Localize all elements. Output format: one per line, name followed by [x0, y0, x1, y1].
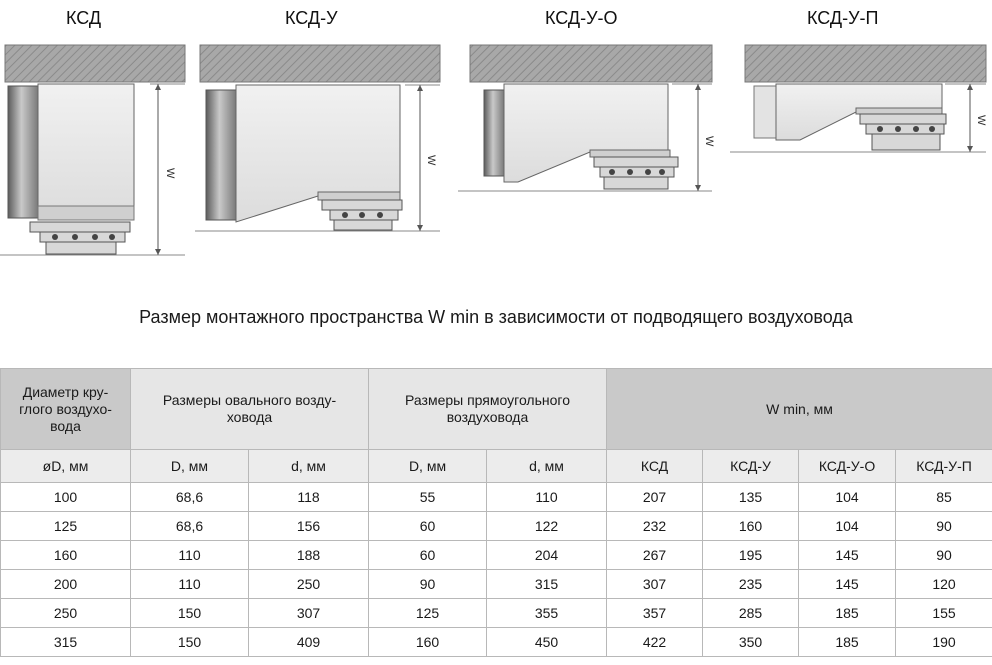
column-header: КСД-У-П [896, 450, 992, 483]
table-cell: 307 [249, 599, 369, 628]
table-cell: 125 [369, 599, 487, 628]
dimension-w-ksd: W [164, 168, 176, 179]
table-cell: 155 [896, 599, 992, 628]
table-cell: 90 [896, 512, 992, 541]
dimension-w-ksd-u-o: W [703, 136, 715, 147]
table-cell: 232 [607, 512, 703, 541]
diagram-ksd [0, 45, 185, 255]
table-cell: 60 [369, 541, 487, 570]
table-cell: 150 [131, 628, 249, 657]
table-cell: 315 [1, 628, 131, 657]
table-cell: 188 [249, 541, 369, 570]
table-title: Размер монтажного пространства W min в зависимости от подводящего воздуховода [139, 307, 853, 327]
table-cell: 68,6 [131, 483, 249, 512]
diagram-label-ksd-u: КСД-У [285, 8, 338, 28]
table-cell: 120 [896, 570, 992, 599]
column-header: КСД-У-О [799, 450, 896, 483]
table-cell: 315 [487, 570, 607, 599]
table-cell: 118 [249, 483, 369, 512]
table-cell: 125 [1, 512, 131, 541]
table-cell: 250 [1, 599, 131, 628]
table-cell: 135 [703, 483, 799, 512]
table-cell: 409 [249, 628, 369, 657]
column-header: d, мм [487, 450, 607, 483]
table-row [1, 512, 992, 541]
column-header: КСД-У [703, 450, 799, 483]
diagram-label-ksd-u-p: КСД-У-П [807, 8, 879, 28]
table-cell: 104 [799, 483, 896, 512]
table-cell: 267 [607, 541, 703, 570]
table-cell: 357 [607, 599, 703, 628]
dimension-w-ksd-u: W [425, 155, 437, 166]
table-cell: 100 [1, 483, 131, 512]
table-cell: 55 [369, 483, 487, 512]
table-row [1, 628, 992, 657]
table-cell: 350 [703, 628, 799, 657]
diagram-label-ksd: КСД [66, 8, 102, 28]
table-cell: 60 [369, 512, 487, 541]
table-cell: 250 [249, 570, 369, 599]
table-cell: 160 [703, 512, 799, 541]
table-cell: 145 [799, 570, 896, 599]
table-cell: 195 [703, 541, 799, 570]
column-header: D, мм [131, 450, 249, 483]
table-cell: 200 [1, 570, 131, 599]
header-w-min: W min, мм [607, 369, 992, 450]
table-cell: 207 [607, 483, 703, 512]
column-header: D, мм [369, 450, 487, 483]
table-cell: 160 [1, 541, 131, 570]
dimension-w-ksd-u-p: W [975, 115, 987, 126]
diagram-ksd-u [195, 45, 440, 231]
table-row [1, 541, 992, 570]
table-cell: 90 [896, 541, 992, 570]
table-cell: 90 [369, 570, 487, 599]
diagram-ksd-u-p [730, 45, 986, 152]
table-row [1, 599, 992, 628]
table-cell: 185 [799, 599, 896, 628]
diagram-ksd-u-o [458, 45, 712, 191]
table-cell: 85 [896, 483, 992, 512]
installation-diagrams [0, 0, 992, 300]
table-cell: 156 [249, 512, 369, 541]
diagram-label-ksd-u-o: КСД-У-О [545, 8, 618, 28]
header-rect-duct: Размеры прямоугольного воздуховода [369, 369, 607, 450]
table-row [1, 483, 992, 512]
table-cell: 104 [799, 512, 896, 541]
table-cell: 355 [487, 599, 607, 628]
table-cell: 422 [607, 628, 703, 657]
table-cell: 110 [487, 483, 607, 512]
table-cell: 110 [131, 570, 249, 599]
table-row [1, 570, 992, 599]
table-cell: 235 [703, 570, 799, 599]
table-cell: 160 [369, 628, 487, 657]
table-cell: 190 [896, 628, 992, 657]
table-cell: 307 [607, 570, 703, 599]
table-cell: 450 [487, 628, 607, 657]
header-round-duct: Диаметр кру- глого воздухо- вода [1, 369, 131, 450]
table-cell: 204 [487, 541, 607, 570]
column-header: d, мм [249, 450, 369, 483]
header-oval-duct: Размеры овального возду- ховода [131, 369, 369, 450]
table-cell: 122 [487, 512, 607, 541]
table-cell: 185 [799, 628, 896, 657]
table-cell: 285 [703, 599, 799, 628]
table-cell: 68,6 [131, 512, 249, 541]
column-header: øD, мм [1, 450, 131, 483]
column-header: КСД [607, 450, 703, 483]
spec-table [0, 368, 992, 657]
table-cell: 150 [131, 599, 249, 628]
table-cell: 110 [131, 541, 249, 570]
table-cell: 145 [799, 541, 896, 570]
